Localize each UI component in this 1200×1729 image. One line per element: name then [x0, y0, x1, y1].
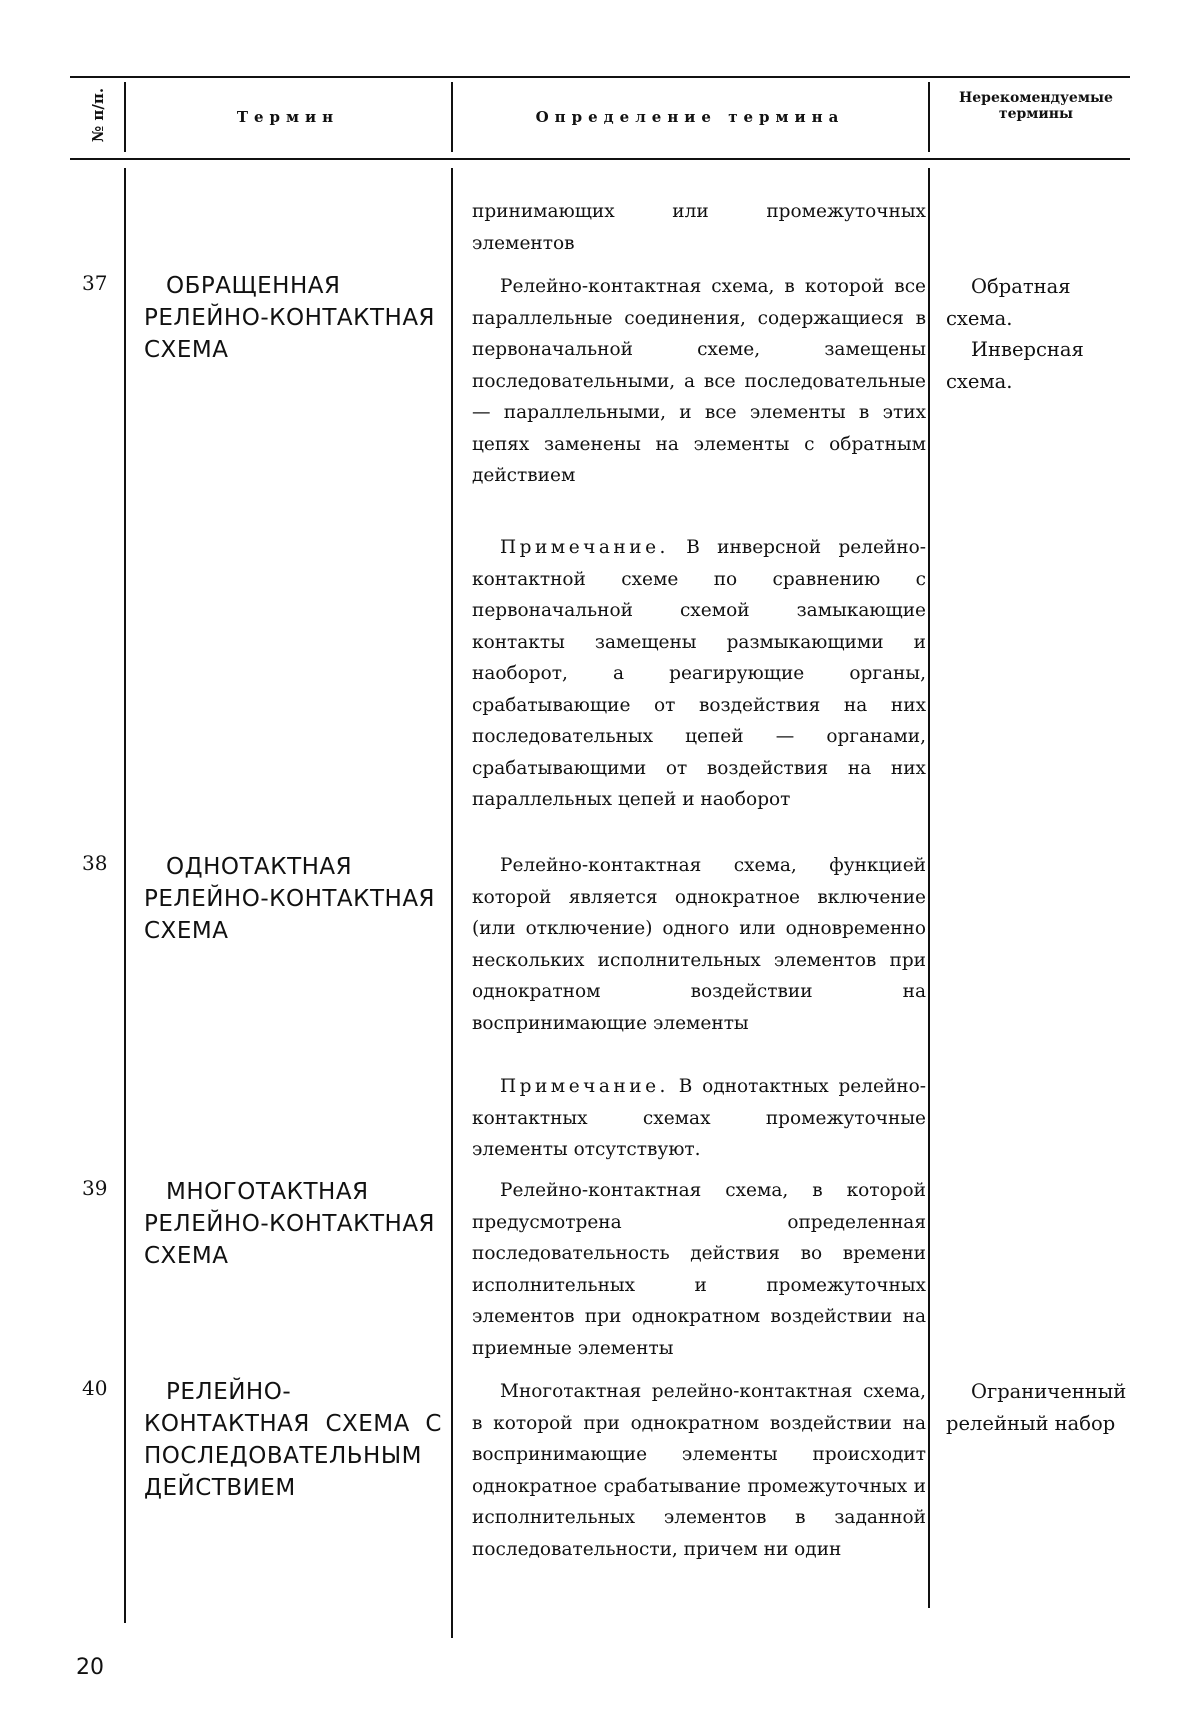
note-text: В однотактных релейно-контактных схемах промежуточные элементы отсутствуют.: [472, 1076, 926, 1160]
row-note: [472, 532, 926, 816]
page-number: 20: [76, 1655, 104, 1680]
nonrecommended-term: Инверсная схема.: [946, 334, 1138, 397]
header-definition-label: Определение термина: [536, 108, 845, 126]
row-nonrecommended: [946, 1376, 1138, 1439]
header-divider: [124, 82, 126, 152]
note-label: Примечание.: [500, 1076, 669, 1097]
header-number-label: № п/п.: [89, 88, 107, 142]
row-number: 37: [82, 271, 107, 295]
row-definition: Релейно-контактная схема, функцией которой является однократное включение (или отключение) одного или одновременно нескольких исполнительных элементов при однократном воздействии на воспринимающие элементы: [472, 850, 926, 1039]
row-definition: Релейно-контактная схема, в которой предусмотрена определенная последовательность действия во времени исполнительных и промежуточных элементов при однократном воздействии на приемные элементы: [472, 1175, 926, 1364]
note-label: Примечание.: [500, 537, 669, 558]
row-term: ОБРАЩЕННАЯ РЕЛЕЙНО-КОНТАКТНАЯ СХЕМА: [144, 270, 442, 366]
row-note: [472, 1071, 926, 1166]
header-nonrecommended: Нерекомендуемые термины: [936, 90, 1136, 122]
header-divider: [928, 82, 930, 152]
row-definition: Многотактная релейно-контактная схема, в которой при однократном воздействии на воспринимающие элементы происходит однократное срабатывание промежуточных и исполнительных элементов в заданной последовательности, причем ни один: [472, 1376, 926, 1565]
row-term: РЕЛЕЙНО-КОНТАКТНАЯ СХЕМА С ПОСЛЕДОВАТЕЛЬНЫМ ДЕЙСТВИЕМ: [144, 1376, 442, 1504]
row-term: МНОГОТАКТНАЯ РЕЛЕЙНО-КОНТАКТНАЯ СХЕМА: [144, 1176, 442, 1272]
header-number: [78, 80, 118, 150]
row-nonrecommended: [946, 271, 1138, 397]
header-definition: [455, 78, 925, 156]
row-term: ОДНОТАКТНАЯ РЕЛЕЙНО-КОНТАКТНАЯ СХЕМА: [144, 851, 442, 947]
nonrecommended-term: Ограниченный релейный набор: [946, 1376, 1138, 1439]
definition-continuation: принимающих или промежуточных элементов: [472, 196, 926, 259]
nonrecommended-term: Обратная схема.: [946, 271, 1138, 334]
column-divider: [451, 168, 453, 1638]
column-divider: [124, 168, 126, 1623]
row-number: 39: [82, 1176, 107, 1200]
row-number: 38: [82, 851, 107, 875]
header-divider: [451, 82, 453, 152]
note-text: В инверсной релейно-контактной схеме по сравнению с первоначальной схемой замыкающие контакты замещены размыкающими и наоборот, а реагирующие органы, срабатывающие от воздействия на них последовательных цепей — органами, срабатывающими от воздействия на них параллельных цепей и наоборот: [472, 537, 926, 810]
header-bottom-rule: [70, 158, 1130, 160]
header-term-label: Термин: [237, 108, 339, 126]
row-definition: Релейно-контактная схема, в которой все параллельные соединения, содержащиеся в первоначальной схеме, замещены последовательными, а все последовательные — параллельными, и все элементы в этих цепях заменены на элементы с обратным действием: [472, 271, 926, 492]
row-number: 40: [82, 1376, 107, 1400]
column-divider: [928, 168, 930, 1608]
header-term: [128, 78, 448, 156]
document-page: [0, 0, 1200, 1729]
